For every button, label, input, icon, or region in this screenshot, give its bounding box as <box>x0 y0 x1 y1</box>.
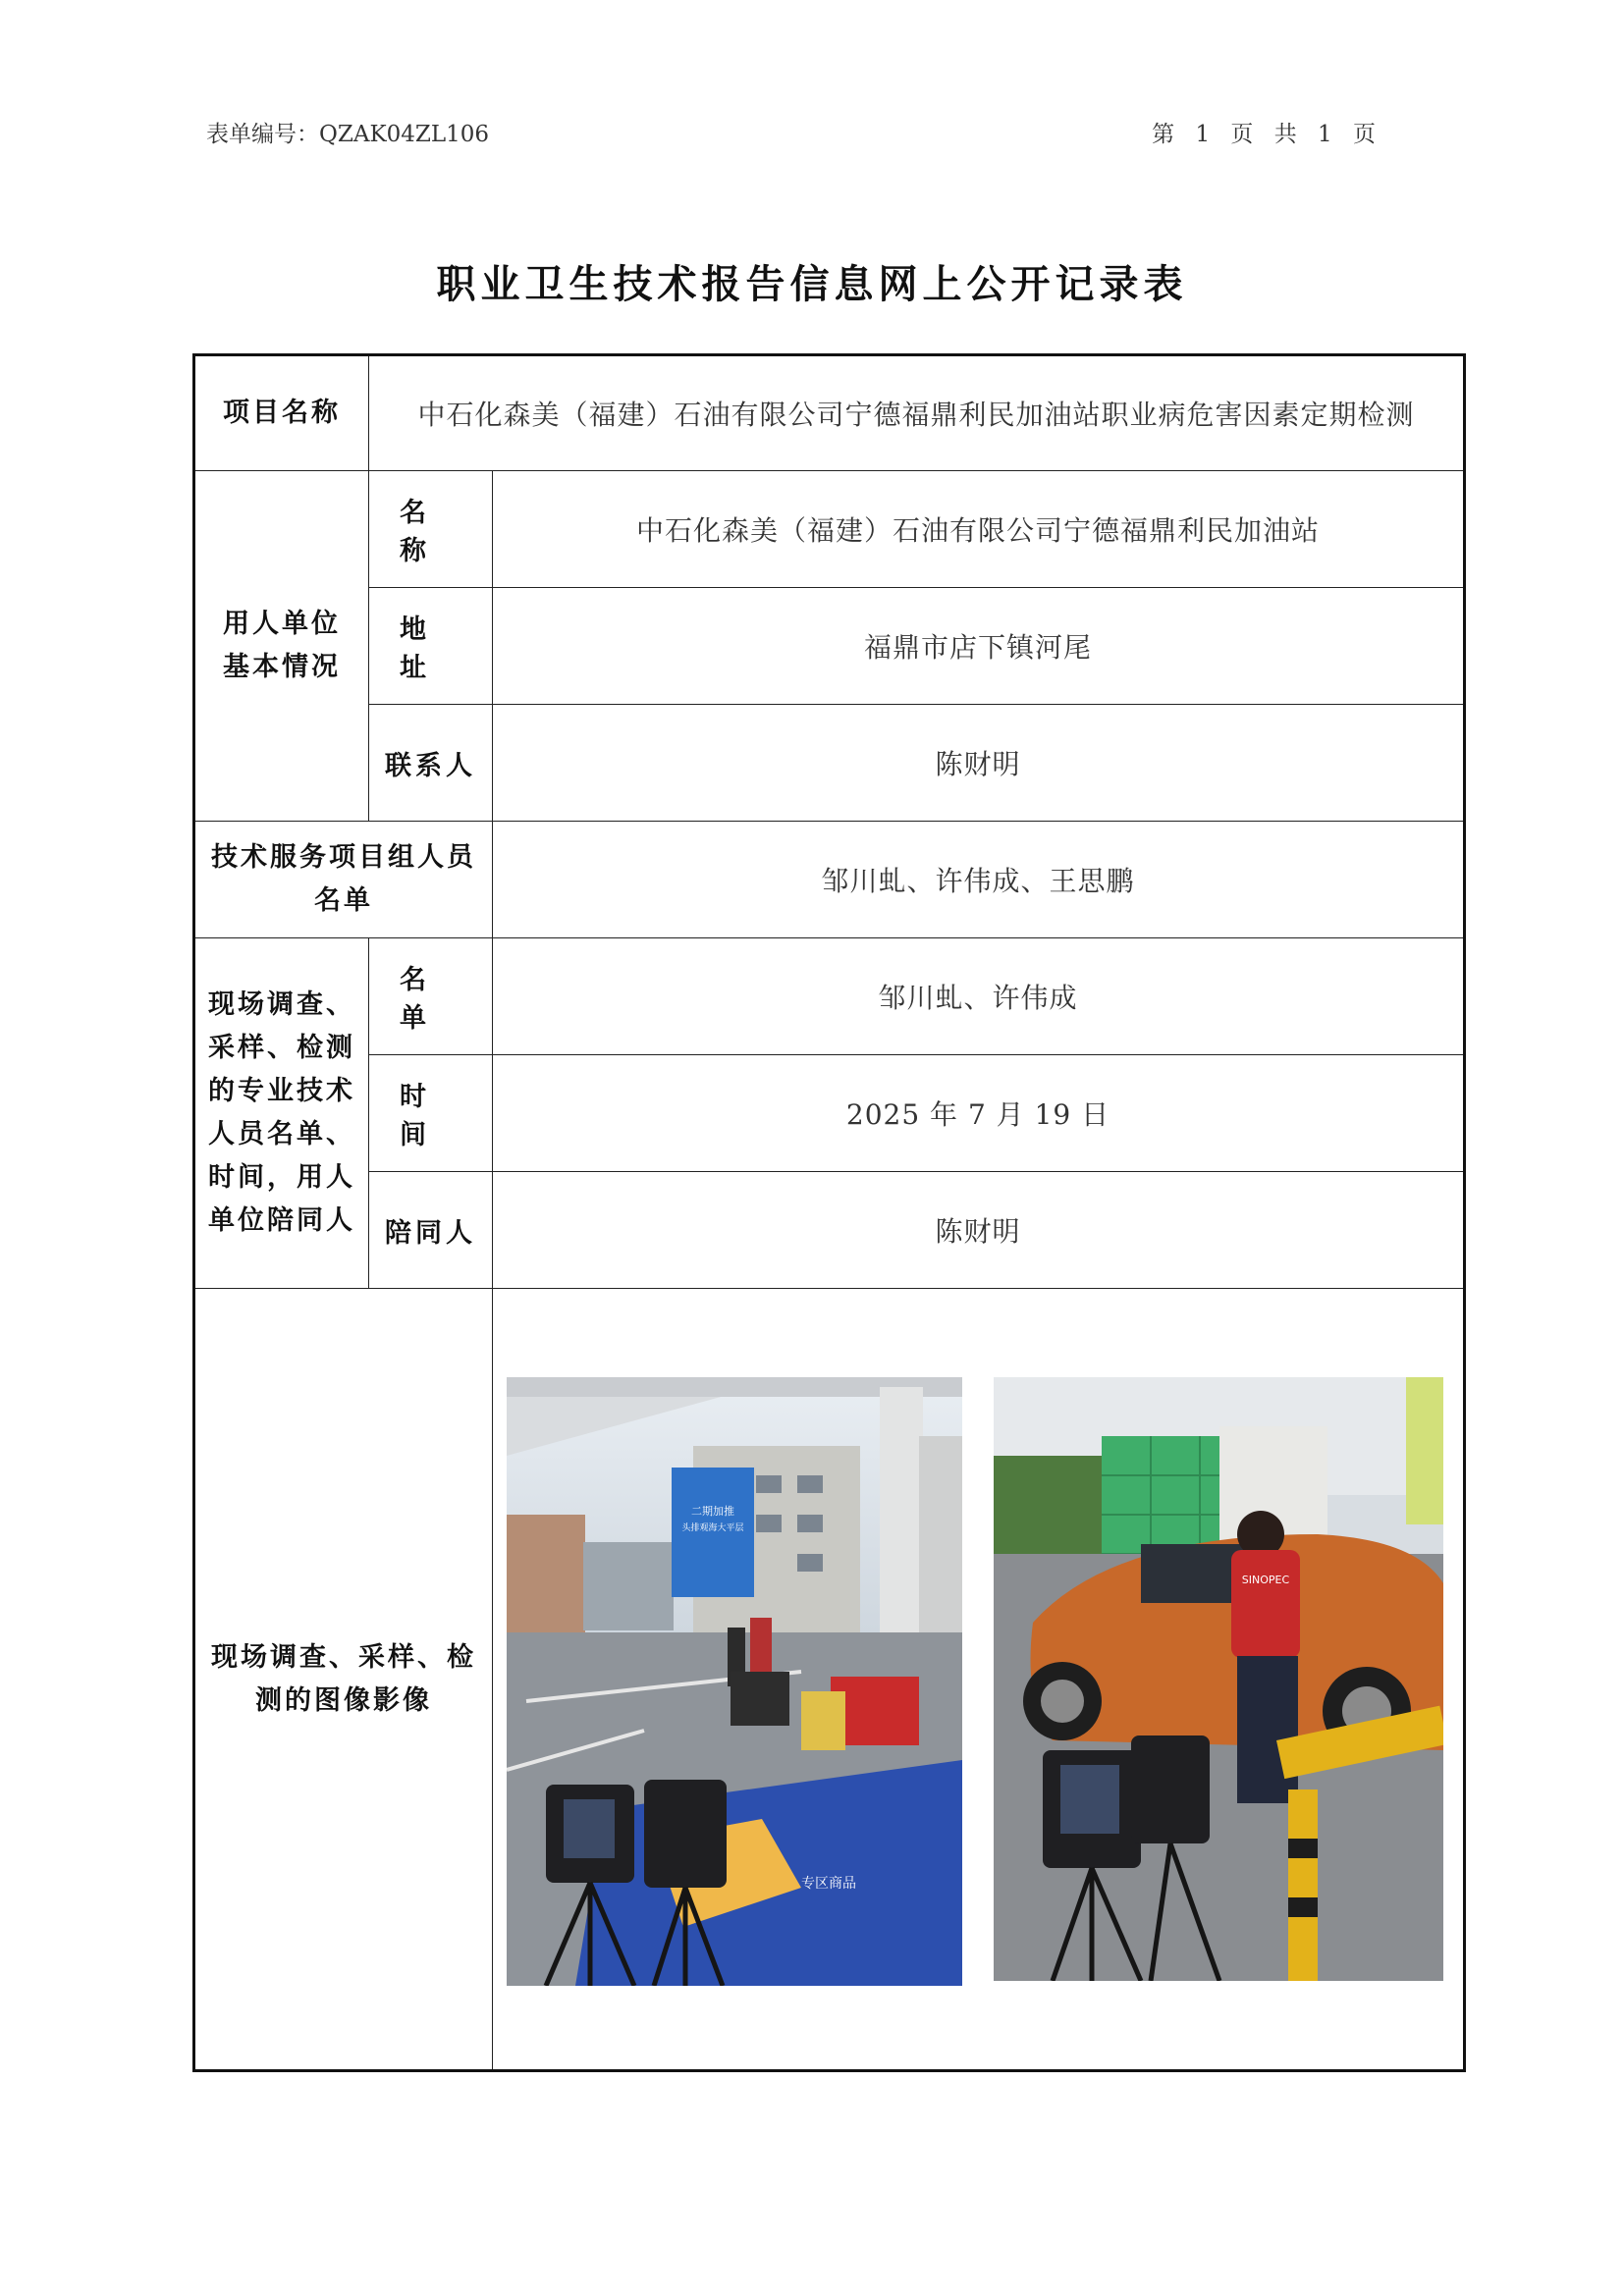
images-cell <box>493 1289 1465 2071</box>
project-name-value: 中石化森美（福建）石油有限公司宁德福鼎利民加油站职业病危害因素定期检测 <box>369 355 1465 471</box>
site-photo-2 <box>994 1377 1443 1981</box>
page-info: 第 1 页 共 1 页 <box>1152 122 1382 147</box>
survey-label-line-3: 的专业技术 <box>208 1076 355 1106</box>
form-number: 表单编号：QZAK04ZL106 <box>206 122 490 147</box>
images-label <box>194 1289 493 2071</box>
team-label <box>194 822 493 938</box>
employer-label-line-2: 基本情况 <box>223 652 341 682</box>
row-employer-name <box>194 471 1465 588</box>
employer-contact-value: 陈财明 <box>493 705 1465 822</box>
images-label-line-1: 现场调查、采样、检 <box>211 1641 476 1673</box>
employer-address-value: 福鼎市店下镇河尾 <box>493 588 1465 705</box>
record-table <box>192 353 1466 2072</box>
employer-name-label: 名 称 <box>369 471 493 588</box>
employer-label <box>194 471 369 822</box>
employer-address-label: 地 址 <box>369 588 493 705</box>
project-label: 项目名称 <box>194 355 369 471</box>
survey-label-line-5: 时间，用人 <box>208 1162 355 1193</box>
survey-escort-label: 陪同人 <box>369 1172 493 1289</box>
row-survey-list <box>194 938 1465 1055</box>
row-survey-time <box>194 1055 1465 1172</box>
survey-label-line-6: 单位陪同人 <box>208 1205 355 1236</box>
row-employer-address <box>194 588 1465 705</box>
team-label-line-1: 技术服务项目组人员 <box>211 842 476 873</box>
uniform-logo-text: SINOPEC <box>1241 1574 1290 1586</box>
team-label-line-2: 名单 <box>314 885 373 916</box>
images-label-line-2: 测的图像影像 <box>255 1684 432 1716</box>
billboard-text-2: 头排观海大平层 <box>681 1523 744 1533</box>
row-project <box>194 355 1465 471</box>
row-employer-contact <box>194 705 1465 822</box>
document-title: 职业卫生技术报告信息网上公开记录表 <box>436 262 1188 307</box>
site-photo-2-drawing <box>994 1377 1443 1981</box>
employer-name-value: 中石化森美（福建）石油有限公司宁德福鼎利民加油站 <box>493 471 1465 588</box>
survey-label-line-4: 人员名单、 <box>208 1119 355 1149</box>
row-survey-escort <box>194 1172 1465 1289</box>
employer-label-line-1: 用人单位 <box>223 609 341 639</box>
survey-time-value: 2025 年 7 月 19 日 <box>493 1055 1465 1172</box>
survey-label-line-2: 采样、检测 <box>208 1033 355 1063</box>
survey-label-line-1: 现场调查、 <box>208 989 355 1020</box>
survey-time-label: 时 间 <box>369 1055 493 1172</box>
survey-list-value: 邹川虬、许伟成 <box>493 938 1465 1055</box>
survey-label <box>194 938 369 1289</box>
row-team <box>194 822 1465 938</box>
site-photo-1 <box>507 1377 962 1986</box>
photos-container <box>493 1289 1463 2069</box>
site-photo-1-drawing <box>507 1377 962 1986</box>
promo-banner-text: 专区商品 <box>801 1876 856 1892</box>
employer-contact-label: 联系人 <box>369 705 493 822</box>
team-members-value: 邹川虬、许伟成、王思鹏 <box>493 822 1465 938</box>
row-images <box>194 1289 1465 2071</box>
billboard-text-1: 二期加推 <box>691 1505 734 1518</box>
survey-escort-value: 陈财明 <box>493 1172 1465 1289</box>
survey-list-label: 名 单 <box>369 938 493 1055</box>
